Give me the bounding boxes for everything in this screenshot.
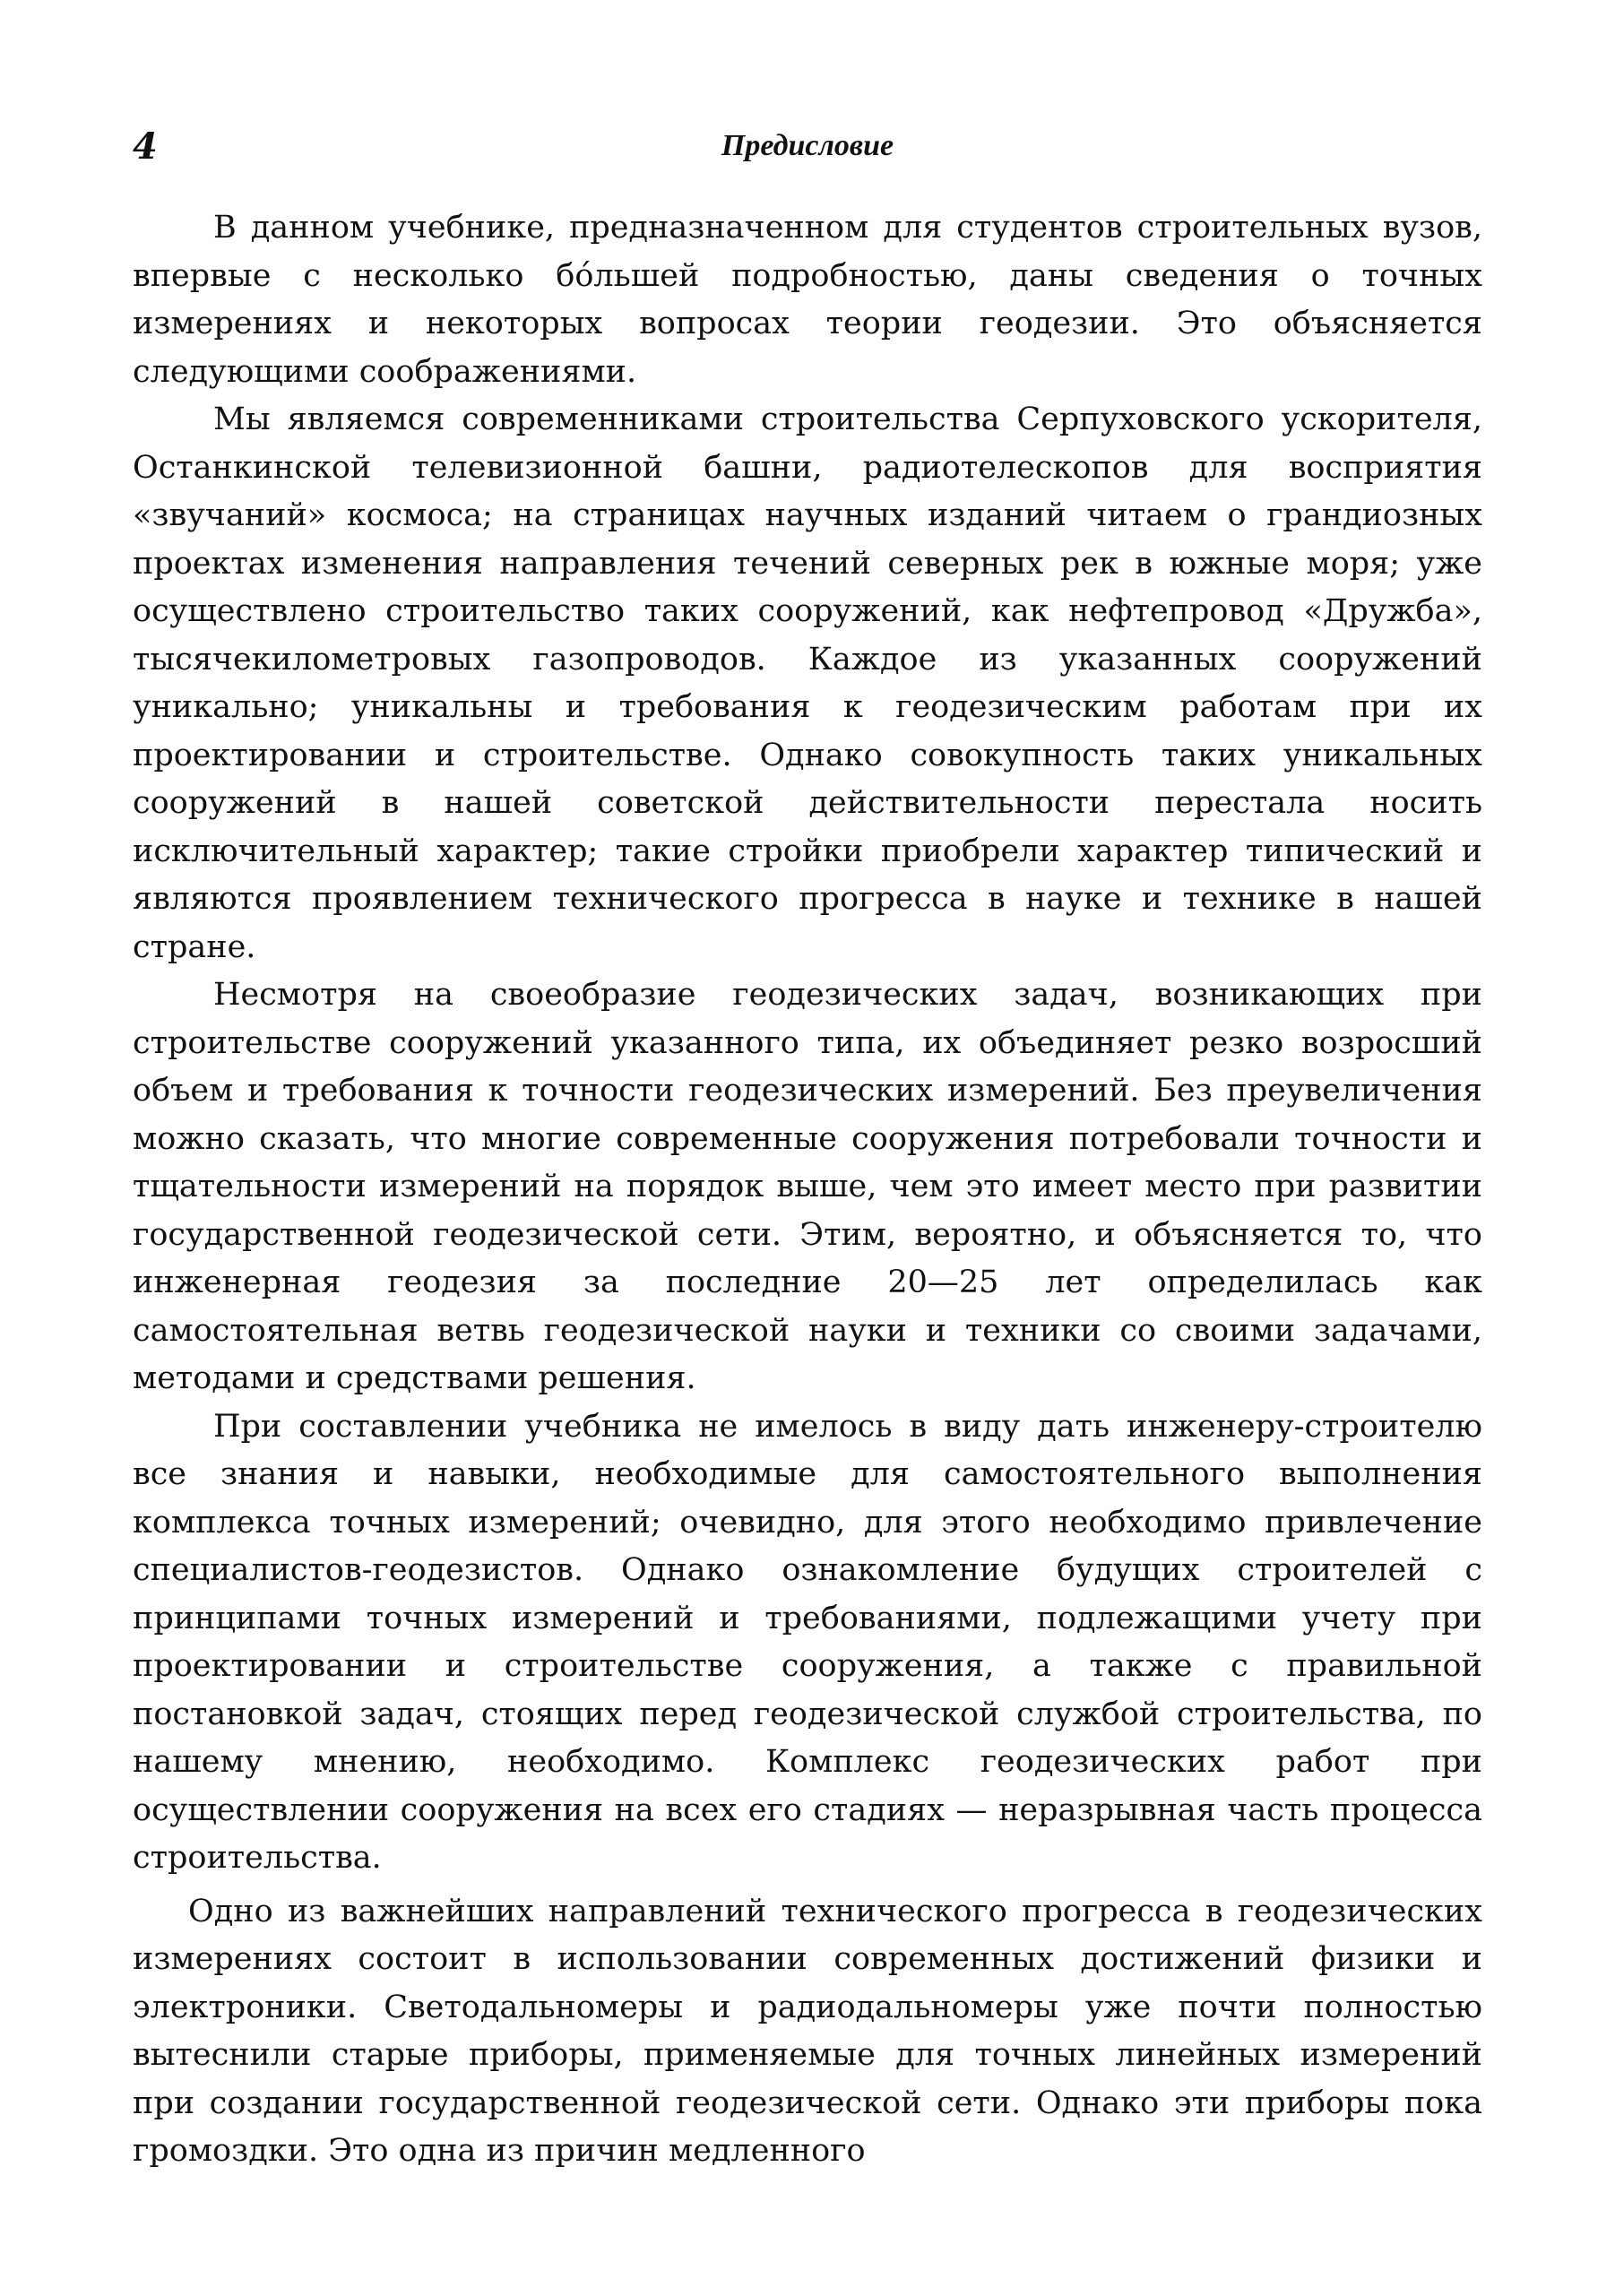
paragraph: Одно из важнейших направлений технического прогресса в геодезических измерениях состоит в использовании современных достижений физики и электроники. Светодальномеры и радиодальномеры уже почти полностью вытеснили старые приборы, применяемые для точных линейных измерений при создании государственной геодезической сети. Однако эти приборы пока громоздки. Это одна из причин медленного <box>133 1893 1482 2169</box>
paragraph: При составлении учебника не имелось в виду дать инженеру-строителю все знания и навыки, необходимые для самостоятельного выполнения комплекса точных измерений; очевидно, для этого необходимо привлечение специалистов-геодезистов. Однако ознакомление будущих строителей с принципами точных измерений и требованиями, подлежащими учету при проектировании и строительстве сооружения, а также с правильной постановкой задач, стоящих перед геодезической службой строительства, по нашему мнению, необходимо. Комплекс геодезических работ при осуществлении сооружения на всех его стадиях — неразрывная часть процесса строительства. <box>133 1408 1482 1876</box>
paragraph: Мы являемся современниками строительства Серпуховского ускорителя, Останкинской телевизионной башни, радиотелескопов для восприятия «звучаний» космоса; на страницах научных изданий читаем о грандиозных проектах изменения направления течений северных рек в южные моря; уже осуществлено строительство таких сооружений, как нефтепровод «Дружба», тысячекилометровых газопроводов. Каждое из указанных сооружений уникально; уникальны и требования к геодезическим работам при их проектировании и строительстве. Однако совокупность таких уникальных сооружений в нашей советской действительности перестала носить исключительный характер; такие стройки приобрели характер типический и являются проявлением технического прогресса в науке и технике в нашей стране. <box>133 401 1482 965</box>
running-title: Предисловие <box>721 129 894 162</box>
page-header <box>133 125 1482 179</box>
page-number: 4 <box>133 125 158 168</box>
body-text <box>133 204 1482 2176</box>
paragraph: В данном учебнике, предназначенном для студентов строительных вузов, впервые с несколько бо́льшей подробностью, даны сведения о точных измерениях и некоторых вопросах теории геодезии. Это объясняется следующими соображениями. <box>133 210 1482 390</box>
paragraph: Несмотря на своеобразие геодезических задач, возникающих при строительстве сооружений указанного типа, их объединяет резко возросший объем и требования к точности геодезических измерений. Без преувеличения можно сказать, что многие современные сооружения потребовали точности и тщательности измерений на порядок выше, чем это имеет место при развитии государственной геодезической сети. Этим, вероятно, и объясняется то, что инженерная геодезия за последние 20—25 лет определилась как самостоятельная ветвь геодезической науки и техники со своими задачами, методами и средствами решения. <box>133 977 1482 1396</box>
